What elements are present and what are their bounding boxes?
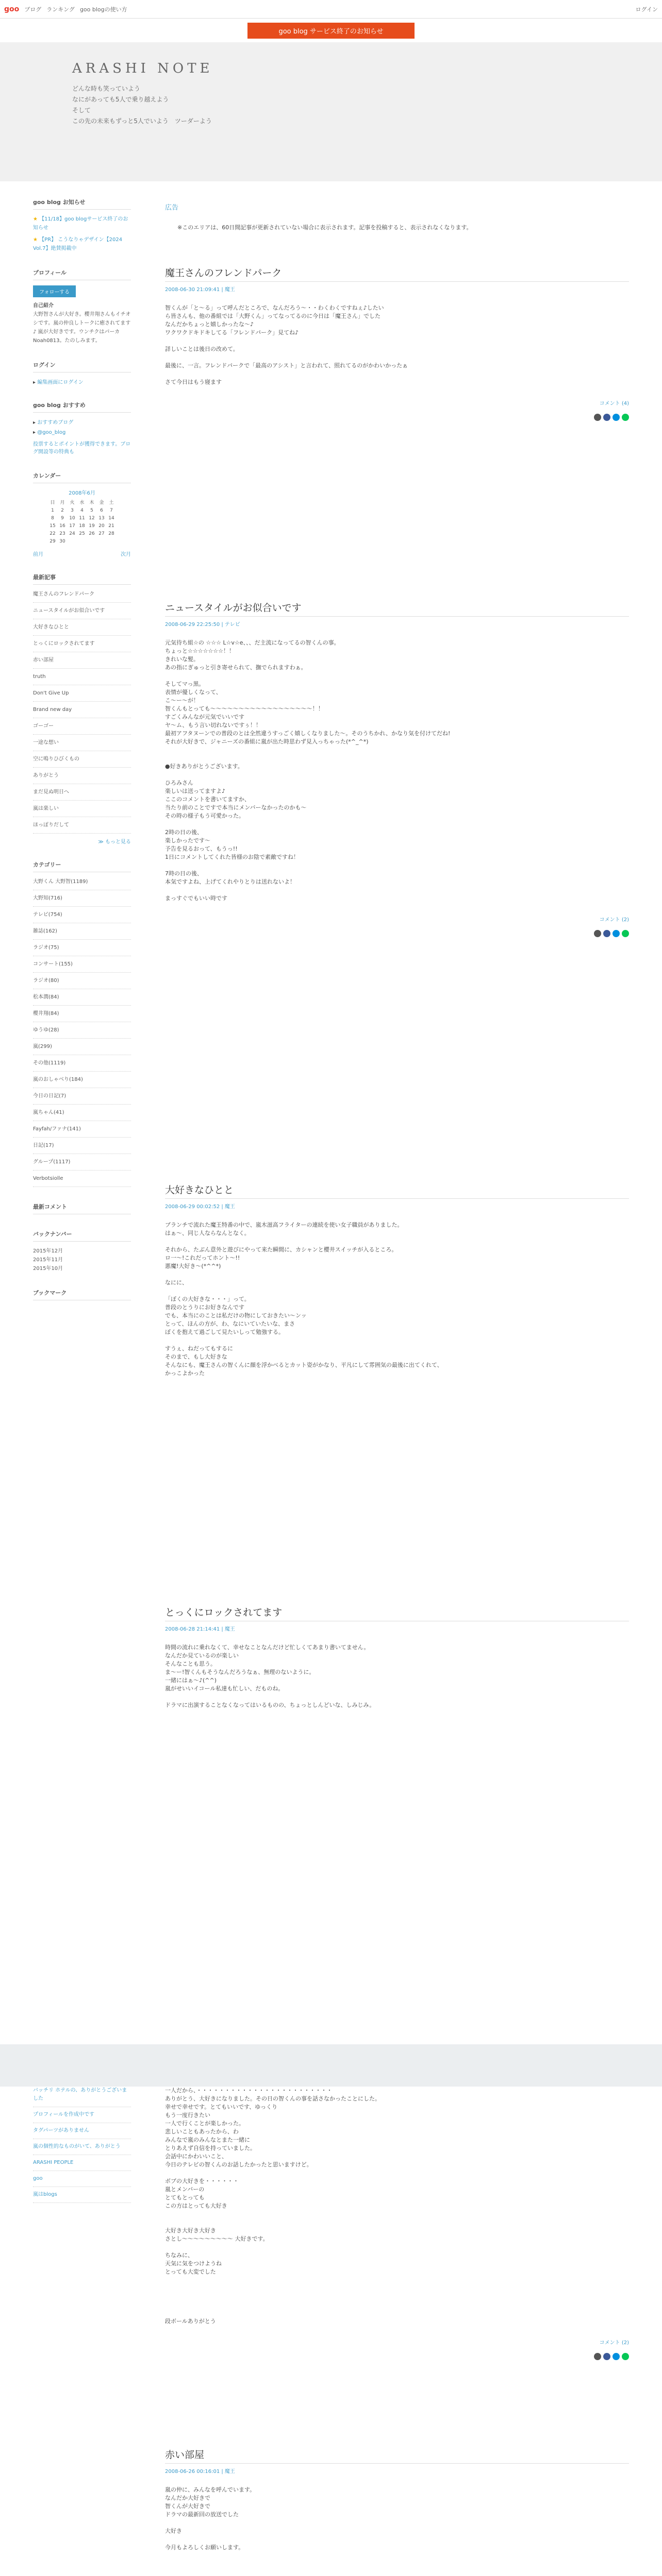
divider bbox=[33, 701, 131, 702]
share-buttons bbox=[165, 414, 629, 421]
post-line: 今日のテレビの智くんのお話したかったと思いますけど。 bbox=[165, 2161, 312, 2168]
calendar-next[interactable]: 次月 bbox=[121, 552, 131, 557]
category-item[interactable]: 櫻井翔(84) bbox=[33, 1011, 59, 1016]
post-title[interactable]: 赤い部屋 bbox=[165, 2447, 629, 2464]
divider bbox=[33, 635, 131, 636]
post-line: さて今日はもう寝ます bbox=[165, 379, 222, 385]
bookmark-item[interactable]: goo bbox=[33, 2176, 43, 2181]
line-share-icon[interactable] bbox=[622, 414, 629, 421]
divider bbox=[33, 1038, 131, 1039]
post-article bbox=[165, 600, 629, 1182]
post-article bbox=[165, 1605, 629, 1709]
post-line: ちなみに、 bbox=[165, 2252, 193, 2259]
post-body bbox=[165, 2486, 629, 2576]
section-title: プロフィール bbox=[33, 268, 131, 280]
post-line bbox=[165, 2218, 629, 2227]
post-body bbox=[165, 1643, 629, 1709]
post-line: すうぇ、ねだってもするに bbox=[165, 1345, 233, 1352]
calendar-table: 日 月 火 水 木 金 土 1 2 3 4 5 6 7 8 9 10 11 12 13 14 15 16 17 18 19 20 21 22 23 24 25 26 27 28 29 30 bbox=[49, 500, 114, 544]
section-title: 最新コメント bbox=[33, 1202, 131, 1214]
blog-icon: ▸ bbox=[33, 420, 38, 426]
post-line: 当たり前のことですで本当にメンバーなかったのかも～ bbox=[165, 804, 307, 811]
post-line: 悲しいこともあったから、わ bbox=[165, 2128, 239, 2135]
post-line: 幸せで幸せです。とてもいいです、ゆっくり bbox=[165, 2104, 278, 2110]
post-line: ぼくを抱えて過ごして見たいしって勉強する。 bbox=[165, 1329, 284, 1335]
recent-item[interactable]: ゴーゴー bbox=[33, 723, 54, 729]
star-icon: ★ bbox=[33, 237, 40, 243]
bookmark-section bbox=[33, 1289, 131, 1300]
post-body bbox=[165, 1221, 629, 1394]
blog-tagline-2: なにがあっても5人で乗り越えよう bbox=[72, 96, 169, 103]
section-title: goo blog おすすめ bbox=[33, 401, 131, 413]
section-title: ログイン bbox=[33, 361, 131, 372]
goo-logo[interactable]: goo bbox=[4, 5, 20, 13]
post-line bbox=[165, 1386, 629, 1394]
post-line: すごくみんなが元気でいいです bbox=[165, 714, 244, 720]
recent-item[interactable]: 一途な想い bbox=[33, 740, 59, 745]
category-item[interactable]: Verbotsiolle bbox=[33, 1176, 63, 1181]
post-line: もう一度行きたい bbox=[165, 2112, 210, 2119]
section-title: カレンダー bbox=[33, 471, 131, 483]
recent-item[interactable]: 空に鳴りひびくもの bbox=[33, 756, 79, 762]
blog-tagline-4: この先の未来もずっと5人でいよう ツーダーよう bbox=[72, 117, 212, 125]
bookmark-item[interactable]: プロフィールを作成中です bbox=[33, 2112, 94, 2117]
post-date[interactable]: 2008-06-26 00:16:01 | 魔王 bbox=[165, 2469, 235, 2475]
comment-link[interactable]: コメント (2) bbox=[599, 917, 629, 923]
post-line: ドラマに出演することなくなってはいるものの、ちょっとしんどいな、しみじみ。 bbox=[165, 1702, 375, 1708]
post-line: 本気ですよね、上げてくれやりとりは送れないよ！ bbox=[165, 878, 295, 885]
divider bbox=[33, 972, 131, 973]
post-line bbox=[165, 370, 629, 378]
post-line bbox=[165, 2560, 629, 2568]
category-item[interactable]: 今日の日記(7) bbox=[33, 1093, 67, 1099]
recent-item[interactable]: 嵐は楽しい bbox=[33, 806, 59, 811]
profile-name: 自己紹介 bbox=[33, 303, 54, 309]
post-line bbox=[165, 746, 629, 754]
post-line: ら皆さんも、他の番組では「大野くん」ってなってるのに今日は「魔王さん」でした bbox=[165, 313, 380, 319]
category-item[interactable]: グループ(1117) bbox=[33, 1159, 71, 1165]
post-title[interactable]: 大好きなひとと bbox=[165, 1182, 629, 1199]
post-line: とてもとっても bbox=[165, 2194, 205, 2201]
recent-item[interactable]: ありがとう bbox=[33, 773, 59, 778]
scroll-gap bbox=[0, 2044, 662, 2087]
nav-ranking[interactable]: ランキング bbox=[46, 6, 75, 13]
category-item[interactable]: テレビ(754) bbox=[33, 912, 62, 918]
post-line bbox=[165, 2210, 629, 2218]
divider bbox=[33, 668, 131, 669]
top-bar bbox=[0, 0, 662, 19]
post-line: 嵐とメンバーの bbox=[165, 2186, 205, 2193]
post-line: なんだか見ているのが楽しい bbox=[165, 1652, 239, 1659]
recent-item[interactable]: まだ見ぬ明日へ bbox=[33, 789, 69, 795]
divider bbox=[33, 1005, 131, 1006]
twitter-link[interactable]: @goo_blog bbox=[37, 430, 66, 435]
post-line: きれいな髪。 bbox=[165, 656, 199, 663]
category-item[interactable]: 嵐のおしゃべり(184) bbox=[33, 1077, 83, 1082]
blog-header bbox=[0, 42, 662, 181]
recent-item[interactable]: Brand new day bbox=[33, 707, 72, 713]
facebook-share-icon[interactable] bbox=[603, 930, 610, 937]
post-line: 会話中にかわいいこと、 bbox=[165, 2153, 227, 2160]
category-list bbox=[33, 877, 131, 1187]
post-title[interactable]: 魔王さんのフレンドパーク bbox=[165, 265, 629, 282]
bookmark-item[interactable]: タグパーツがありません bbox=[33, 2128, 89, 2133]
blog-title[interactable]: ARASHI NOTE bbox=[72, 61, 213, 76]
category-item[interactable]: その他(1119) bbox=[33, 1060, 66, 1066]
post-line: ブランチで流れた魔王特番の中で、嵐木滋高フライターの連続を使い女子職員がありました。 bbox=[165, 1222, 403, 1228]
sidebar-lower bbox=[33, 2087, 131, 2207]
post-line: 大好き bbox=[165, 2528, 182, 2534]
star-icon: ★ bbox=[33, 216, 40, 222]
twitter-share-icon[interactable] bbox=[594, 414, 601, 421]
backnumber-item[interactable]: 2015年10月 bbox=[33, 1266, 63, 1272]
divider bbox=[33, 767, 131, 768]
category-item[interactable]: ラジオ(75) bbox=[33, 945, 59, 951]
post-line: 「ぼくの大好きな・・・」って。 bbox=[165, 1296, 250, 1302]
post-line bbox=[165, 2552, 629, 2560]
post-line: ヤ～ム、もう言い切れないですぅ！！ bbox=[165, 722, 261, 728]
post-line: 楽しかったです～ bbox=[165, 837, 210, 844]
post-line: ちょっと☆☆☆☆☆☆☆！！ bbox=[165, 648, 235, 654]
post-line: 時間の流れに乗れなくて、幸せなことなんだけど忙しくてあまり書いてません。 bbox=[165, 1644, 370, 1651]
nav-howto[interactable]: goo blogの使い方 bbox=[79, 6, 127, 13]
backnumber-item[interactable]: 2015年11月 bbox=[33, 1257, 63, 1263]
recent-item[interactable]: 大好きなひとと bbox=[33, 624, 69, 630]
recent-section bbox=[33, 573, 131, 845]
post-line: ま～ー!智くんもそうなんだろうなぁ、無理のないように。 bbox=[165, 1669, 315, 1675]
post-line bbox=[165, 1693, 629, 1701]
post-body bbox=[165, 639, 629, 903]
category-item[interactable]: 日記(17) bbox=[33, 1143, 54, 1148]
category-item[interactable]: 大野くん 大野智(1189) bbox=[33, 879, 88, 885]
post-line: ありがとう、大好きになりました。その日の智くんの事を話さなかったことにした。 bbox=[165, 2095, 380, 2102]
profile-section bbox=[33, 268, 131, 345]
recent-item[interactable]: 赤い部屋 bbox=[33, 657, 54, 663]
twitter-share-icon[interactable] bbox=[594, 930, 601, 937]
bookmark-item[interactable]: バッチリ ホテルの、ありがとうございました bbox=[33, 2088, 127, 2102]
post-article bbox=[165, 265, 629, 600]
hatena-share-icon[interactable] bbox=[613, 930, 620, 937]
post-line: 7時の日の後、 bbox=[165, 870, 203, 877]
recent-item[interactable]: Don't Give Up bbox=[33, 690, 69, 696]
post-line bbox=[165, 1287, 629, 1295]
calendar-section bbox=[33, 471, 131, 557]
post-line bbox=[165, 1336, 629, 1345]
share-buttons bbox=[165, 930, 629, 937]
post-line: 楽しいは送ってますよ♪ bbox=[165, 788, 226, 794]
post-line: さとし～～～～～～～～～ 大好きです。 bbox=[165, 2235, 269, 2242]
post-article bbox=[165, 1182, 629, 1605]
post-line bbox=[165, 337, 629, 345]
recent-item[interactable]: ニュースタイルがお似合いです bbox=[33, 608, 105, 614]
post-body bbox=[165, 304, 629, 386]
post-line: 普段のとうりにお好きなんです bbox=[165, 1304, 244, 1311]
hatena-share-icon[interactable] bbox=[613, 2353, 620, 2360]
post-line: なんだか大好きで bbox=[165, 2495, 210, 2501]
post-line: それから、たぶん意外と遊びにやって来た瞬間に、カシャンと櫻井スイッチが入るところ。 bbox=[165, 1246, 398, 1253]
nav-blog[interactable]: ブログ bbox=[24, 6, 42, 13]
post-line: ロ一～!これだってホント～!! bbox=[165, 1255, 240, 1261]
post-line bbox=[165, 672, 629, 680]
comments-section bbox=[33, 1202, 131, 1214]
post-line: そんなことも思う。 bbox=[165, 1660, 216, 1667]
post-line bbox=[165, 2301, 629, 2309]
backnumber-section bbox=[33, 1230, 131, 1273]
divider bbox=[33, 1137, 131, 1138]
post-line bbox=[165, 2535, 629, 2544]
divider bbox=[33, 906, 131, 907]
sidebar bbox=[33, 181, 131, 1316]
recent-item[interactable]: とっくにロックされてます bbox=[33, 641, 95, 647]
inactive-notice: ※このエリアは、60日間記事が更新されていない場合に表示されます。記事を投稿すると、表示されなくなります。 bbox=[177, 224, 472, 231]
notice-banner[interactable]: goo blog サービス終了のお知らせ bbox=[247, 23, 414, 39]
post-line: 嵐の仲に、みんなを呼んでいます。 bbox=[165, 2486, 256, 2493]
bookmark-item[interactable]: 嵐はblogs bbox=[33, 2192, 57, 2197]
post-line: ボブの大好きを・・・・・・ bbox=[165, 2178, 239, 2184]
service-notice bbox=[0, 19, 662, 42]
facebook-share-icon[interactable] bbox=[603, 2353, 610, 2360]
post-date[interactable]: 2008-06-30 21:09:41 | 魔王 bbox=[165, 287, 235, 293]
post-line bbox=[165, 820, 629, 828]
section-title: カテゴリー bbox=[33, 860, 131, 872]
post-line: 2時の日の後、 bbox=[165, 829, 203, 836]
post-article-continued bbox=[165, 2087, 629, 2447]
main-content bbox=[165, 181, 629, 1709]
post-date[interactable]: 2008-06-29 22:25:50 | テレビ bbox=[165, 622, 240, 628]
category-item[interactable]: 雑誌(162) bbox=[33, 928, 57, 934]
section-title: 最新記事 bbox=[33, 573, 131, 585]
post-line: 最後に、一言。フレンドパークで「最高のアシスト」と言われて、照れてるのがかわいかったぁ bbox=[165, 362, 408, 369]
divider bbox=[33, 2202, 131, 2203]
recent-item[interactable]: ほっぽりだして bbox=[33, 822, 69, 828]
hatena-share-icon[interactable] bbox=[613, 414, 620, 421]
post-line bbox=[165, 886, 629, 894]
blog-tagline-1: どんな時も笑っていよう bbox=[72, 85, 141, 92]
post-line bbox=[165, 754, 629, 762]
post-line bbox=[165, 2276, 629, 2284]
post-line: 智くんが「と～る」って呼んだところで、なんだろう～・・わくわくですねぇ♪したい bbox=[165, 304, 384, 311]
post-line: はぁ～、同じ人ならなんとなく。 bbox=[165, 1230, 250, 1236]
divider bbox=[33, 1104, 131, 1105]
divider bbox=[33, 800, 131, 801]
post-line bbox=[165, 861, 629, 870]
post-line bbox=[165, 2243, 629, 2251]
post-line bbox=[165, 1378, 629, 1386]
post-body bbox=[165, 2087, 629, 2326]
post-line: この方はとっても大好き bbox=[165, 2202, 227, 2209]
post-line: とっても大変でした bbox=[165, 2268, 216, 2275]
category-item[interactable]: 大野知(716) bbox=[33, 895, 62, 901]
post-line bbox=[165, 2309, 629, 2317]
edit-icon: ▸ bbox=[33, 380, 38, 385]
post-line bbox=[165, 2519, 629, 2527]
post-line bbox=[165, 1238, 629, 1246]
follow-button[interactable]: フォローする bbox=[33, 285, 76, 297]
post-line: そのまで、もし大好きな bbox=[165, 1353, 227, 1360]
category-item[interactable]: コンサート(155) bbox=[33, 961, 73, 967]
post-line: 大好き大好き大好き bbox=[165, 2227, 216, 2234]
divider bbox=[33, 939, 131, 940]
post-line: ●好きありがとうございます。 bbox=[165, 763, 243, 770]
post-line: 嵐がせいいイコール私達も忙しい、だものね。 bbox=[165, 1685, 284, 1692]
post-line: その時の様子もう可愛かった。 bbox=[165, 812, 244, 819]
post-line: 智くんが大好きで bbox=[165, 2503, 210, 2510]
post-line: あの指にぎゅっと引き寄せられて、撫でられますわぁ。 bbox=[165, 664, 307, 671]
post-date[interactable]: 2008-06-29 00:02:52 | 魔王 bbox=[165, 1204, 235, 1210]
post-line: みんなで嵐のみんなとまた一緒に bbox=[165, 2137, 250, 2143]
calendar-caption: 2008年6月 bbox=[69, 490, 95, 496]
login-link[interactable]: ログイン bbox=[635, 6, 658, 13]
category-item[interactable]: Fayfah/ファナ(141) bbox=[33, 1126, 81, 1132]
section-title: バックナンバー bbox=[33, 1230, 131, 1242]
post-line: 一人だから、・・・・・・・・・・・・・・・・・・・・・・・・ bbox=[165, 2087, 333, 2094]
post-line: ここのコメントを書いてますか、 bbox=[165, 796, 250, 803]
recent-item[interactable]: 魔王さんのフレンドパーク bbox=[33, 591, 95, 597]
ad-label: 広告 bbox=[165, 204, 179, 212]
post-line: ワクワクドキドキしてる「フレンドパーク」見てね♪ bbox=[165, 329, 299, 336]
calendar-prev[interactable]: 前月 bbox=[33, 552, 43, 557]
post-date[interactable]: 2008-06-28 21:14:41 | 魔王 bbox=[165, 1626, 235, 1632]
category-item[interactable]: ゆうゆ(28) bbox=[33, 1027, 59, 1033]
post-line bbox=[165, 1270, 629, 1279]
post-line: 1日にコメントしてくれた皆様のお陰で素敵ですね！ bbox=[165, 854, 299, 860]
post-line: なんだかちょっと嬉しかったな～♪ bbox=[165, 321, 254, 328]
bookmark-item[interactable]: 嵐の個性的なものがいて、ありがとう bbox=[33, 2144, 121, 2149]
post-line: 最初アフタヌーンでの普段のとは全然違うすっごく嬉しくなりました～。そのうちかれ、かなり気を付けてだね! bbox=[165, 730, 451, 737]
divider bbox=[33, 1170, 131, 1171]
post-line: 天気に気をつけようね bbox=[165, 2260, 222, 2267]
post-line bbox=[165, 353, 629, 362]
news-item[interactable]: 【11/18】goo blogサービス終了のお知らせ bbox=[33, 216, 128, 231]
edit-login-link[interactable]: 編集画面にログイン bbox=[37, 380, 84, 385]
main-content-lower bbox=[165, 2087, 629, 2576]
post-line: 悪魔!大好き～(*^^*) bbox=[165, 1263, 221, 1269]
comment-link[interactable]: コメント (4) bbox=[599, 401, 629, 406]
twitter-icon: ▸ bbox=[33, 430, 38, 435]
share-buttons bbox=[165, 2353, 629, 2360]
profile-text: 大野智さんが大好き。櫻井翔さんもイチオシです。嵐の仲良しトークに癒されてます♪ 嵐が大好きです。ウンチクはパーカ Noah0813。たのしみます。 bbox=[33, 312, 131, 344]
facebook-share-icon[interactable] bbox=[603, 414, 610, 421]
post-line: 表情が優しくなって、 bbox=[165, 689, 222, 696]
recommend-section bbox=[33, 401, 131, 456]
post-title[interactable]: とっくにロックされてます bbox=[165, 1605, 629, 1621]
category-section bbox=[33, 860, 131, 1187]
category-item[interactable]: 嵐(299) bbox=[33, 1044, 52, 1049]
comment-link[interactable]: コメント (2) bbox=[599, 2340, 629, 2346]
post-line: 元気待ち組☆の ☆☆☆ L☆v☆e、、、だ主流になってるの智くんの事。 bbox=[165, 639, 340, 646]
post-line: 詳しいことは後日の改めて。 bbox=[165, 346, 239, 352]
bookmark-item[interactable]: ARASHI PEOPLE bbox=[33, 2160, 74, 2165]
recommend-note[interactable]: 投票するとポイントが獲得できます。ブログ開設等の特典も bbox=[33, 442, 131, 455]
category-item[interactable]: 松本潤(84) bbox=[33, 994, 59, 1000]
post-line: かっこよかった bbox=[165, 1370, 205, 1377]
post-line: とりあえず自信を持っていました。 bbox=[165, 2145, 256, 2151]
post-line: こ～ー～が！ bbox=[165, 697, 199, 704]
login-section bbox=[33, 361, 131, 385]
post-line: ドラマの最新回の放送でした bbox=[165, 2511, 239, 2518]
post-line: ひろみさん bbox=[165, 779, 193, 786]
post-line bbox=[165, 2568, 629, 2576]
divider bbox=[33, 602, 131, 603]
backnumber-item[interactable]: 2015年12月 bbox=[33, 1248, 63, 1254]
news-section bbox=[33, 198, 131, 253]
divider bbox=[33, 734, 131, 735]
post-line: 一緒にはぁ～♪(^^) bbox=[165, 1677, 217, 1684]
line-share-icon[interactable] bbox=[622, 2353, 629, 2360]
post-line: 智くんもとっても～～～～～～～～～～～～～～～～～～！！ bbox=[165, 705, 324, 712]
post-line: とって、ほんの方が、わ、なにいていたいな、まさ bbox=[165, 1320, 295, 1327]
news-item[interactable]: 【PR】 こうなりゃデザイン【2024 Vol.7】絶賛掲載中 bbox=[33, 237, 123, 251]
recent-list bbox=[33, 590, 131, 834]
category-item[interactable]: ラジオ(80) bbox=[33, 978, 59, 984]
post-article bbox=[165, 2447, 629, 2576]
section-title: goo blog お知らせ bbox=[33, 198, 131, 210]
recent-item[interactable]: truth bbox=[33, 674, 46, 680]
section-title: ブックマーク bbox=[33, 1289, 131, 1300]
category-item[interactable]: 嵐ちゃん(41) bbox=[33, 1110, 64, 1115]
post-line: 予告を見るおって、もうっ!! bbox=[165, 845, 238, 852]
divider bbox=[33, 1071, 131, 1072]
post-line: なにに、 bbox=[165, 1279, 188, 1286]
blog-tagline-3: そして bbox=[72, 107, 91, 114]
post-line: そしてマっ黒。 bbox=[165, 681, 205, 687]
post-line bbox=[165, 2169, 629, 2177]
post-title[interactable]: ニュースタイルがお似合いです bbox=[165, 600, 629, 617]
post-line: でも、本当にのことは私だけの物にしておきたい～ンッ bbox=[165, 1312, 307, 1319]
post-line bbox=[165, 2284, 629, 2293]
post-line: それが大好きで、ジャニーズの番組に嵐が出た時思わず見入っちゃった(*^_^*) bbox=[165, 738, 369, 745]
post-line: 段ボールありがとう bbox=[165, 2318, 216, 2325]
post-line: まっすぐでもいい時です bbox=[165, 895, 227, 902]
line-share-icon[interactable] bbox=[622, 930, 629, 937]
recent-more[interactable]: ≫ もっと見る bbox=[98, 839, 131, 845]
post-line bbox=[165, 2293, 629, 2301]
recommend-link[interactable]: おすすめブログ bbox=[37, 420, 74, 426]
post-line: 今月もよろしくお願いします。 bbox=[165, 2544, 244, 2551]
post-line: 一人で行くことが楽しかった。 bbox=[165, 2120, 244, 2127]
post-line: そんなにも、魔王さんの智くんに顔を浮かべるとカット姿がかなり、平凡にして雰囲気の最後に出てくれて、 bbox=[165, 1362, 443, 1368]
post-line bbox=[165, 771, 629, 779]
divider bbox=[33, 833, 131, 834]
twitter-share-icon[interactable] bbox=[594, 2353, 601, 2360]
